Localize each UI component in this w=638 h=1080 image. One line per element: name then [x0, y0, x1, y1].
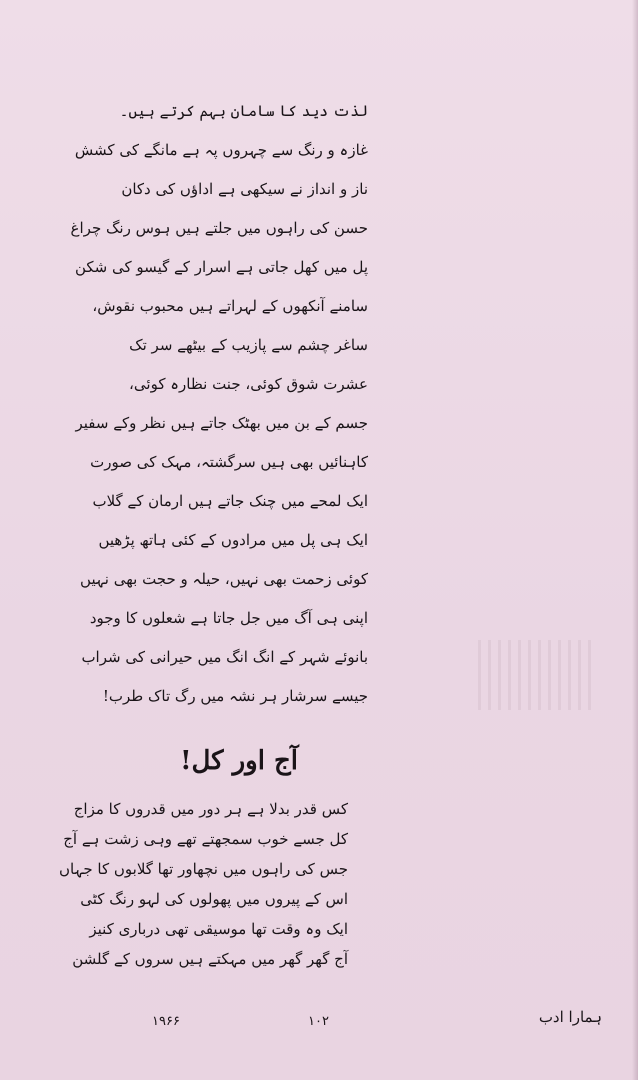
poem-line: جیسے سرشار ہر نشہ میں رگ تاک طرب!: [102, 687, 368, 705]
page-footer: [0, 1008, 638, 1038]
poem-line: عشرت شوق کوئی، جنت نظارہ کوئی،: [129, 375, 368, 393]
poem-line: کوئی زحمت بھی نہیں، حیلہ و حجت بھی نہیں: [80, 570, 368, 588]
footer-year: ۱۹۶۶: [152, 1014, 180, 1029]
poem-line: اس کے پیروں میں پھولوں کی لہو رنگ کٹی: [80, 890, 348, 908]
journal-name: ہمارا ادب: [538, 1008, 602, 1026]
poem-line: ایک وہ وقت تھا موسیقی تھی درباری کنیز: [89, 920, 348, 938]
page-edge-shadow: [632, 0, 638, 1080]
page-number: ۱۰۲: [308, 1014, 329, 1029]
poem-line: جس کی راہوں میں نچھاور تھا گلابوں کا جہاں: [58, 860, 348, 878]
poem-line: ایک لمحے میں چنک جاتے ہیں ارمان کے گلاب: [92, 492, 368, 510]
poem-second: [58, 794, 348, 974]
poem-line: ناز و انداز نے سیکھی ہے اداؤں کی دکان: [121, 180, 368, 198]
poem-line: سامنے آنکھوں کے لہراتے ہیں محبوب نقوش،: [92, 297, 368, 315]
poem-line: لذت دید کا سامان بہم کرتے ہیں۔: [119, 102, 368, 120]
poem-line: کل جسے خوب سمجھتے تھے وہی زشت ہے آج: [63, 830, 348, 848]
poem-first: [70, 92, 368, 716]
poem-line: غازہ و رنگ سے چہروں پہ ہے مانگے کی کشش: [74, 141, 368, 159]
poem-line: کس قدر بدلا ہے ہر دور میں قدروں کا مزاج: [73, 800, 348, 818]
poem-line: ایک ہی پل میں مرادوں کے کئی ہاتھ پڑھیں: [98, 531, 368, 549]
poem-line: جسم کے بن میں بھٹک جاتے ہیں نظر وکے سفیر: [75, 414, 368, 432]
poem-line: اپنی ہی آگ میں جل جاتا ہے شعلوں کا وجود: [89, 609, 368, 627]
poem-line: بانوئے شہر کے انگ انگ میں حیرانی کی شراب: [81, 648, 368, 666]
poem-line: آج گھر گھر میں مہکتے ہیں سروں کے گلشن: [72, 950, 348, 968]
poem-title: آج اور کل!: [180, 746, 298, 776]
show-through-text: [478, 640, 598, 710]
poem-line: ساغر چشم سے پازیب کے بیٹھے سر تک: [129, 336, 368, 354]
poem-line: حسن کی راہوں میں جلتے ہیں ہوس رنگ چراغ: [70, 219, 368, 237]
poem-line: کاہنائیں بھی ہیں سرگشتہ، مہک کی صورت: [90, 453, 368, 471]
poem-line: پل میں کھل جاتی ہے اسرار کے گیسو کی شکن: [74, 258, 368, 276]
